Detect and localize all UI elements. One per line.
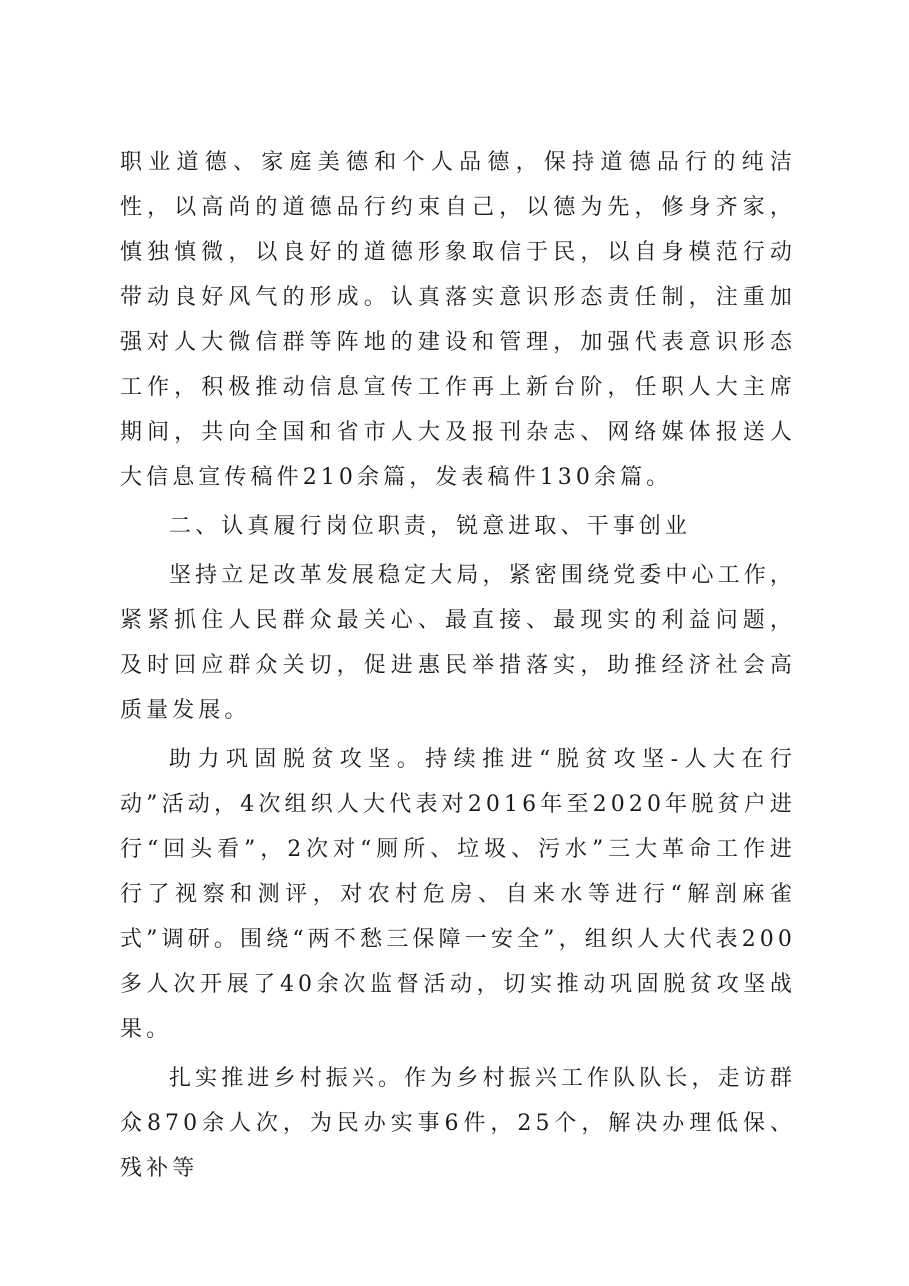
- paragraph-poverty-alleviation: 助力巩固脱贫攻坚。持续推进“脱贫攻坚-人大在行动”活动，4次组织人大代表对2016年至2020年脱贫户进行“回头看”，2次对“厕所、垃圾、污水”三大革命工作进行了视察和测评，对农村危房、自来水等进行“解剖麻雀式”调研。围绕“两不愁三保障一安全”，组织人大代表200多人次开展了40余次监督活动，切实推动巩固脱贫攻坚战果。: [120, 747, 796, 1042]
- paragraph-rural-revitalization: 扎实推进乡村振兴。作为乡村振兴工作队队长，走访群众870余人次，为民办实事6件，25个，解决办理低保、残补等: [120, 1066, 796, 1181]
- section-heading: 二、认真履行岗位职责，锐意进取、干事创业: [169, 514, 692, 539]
- paragraph-continuation: 职业道德、家庭美德和个人品德，保持道德品行的纯洁性，以高尚的道德品行约束自己，以德为先，修身齐家，慎独慎微，以良好的道德形象取信于民，以自身模范行动带动良好风气的形成。认真落实意识形态责任制，注重加强对人大微信群等阵地的建设和管理，加强代表意识形态工作，积极推动信息宣传工作再上新台阶，任职人大主席期间，共向全国和省市人大及报刊杂志、网络媒体报送人大信息宣传稿件210余篇，发表稿件130余篇。: [120, 150, 796, 490]
- paragraph-section-intro: 坚持立足改革发展稳定大局，紧密围绕党委中心工作，紧紧抓住人民群众最关心、最直接、最现实的利益问题，及时回应群众关切，促进惠民举措落实，助推经济社会高质量发展。: [120, 563, 796, 723]
- document-body: [120, 140, 796, 1195]
